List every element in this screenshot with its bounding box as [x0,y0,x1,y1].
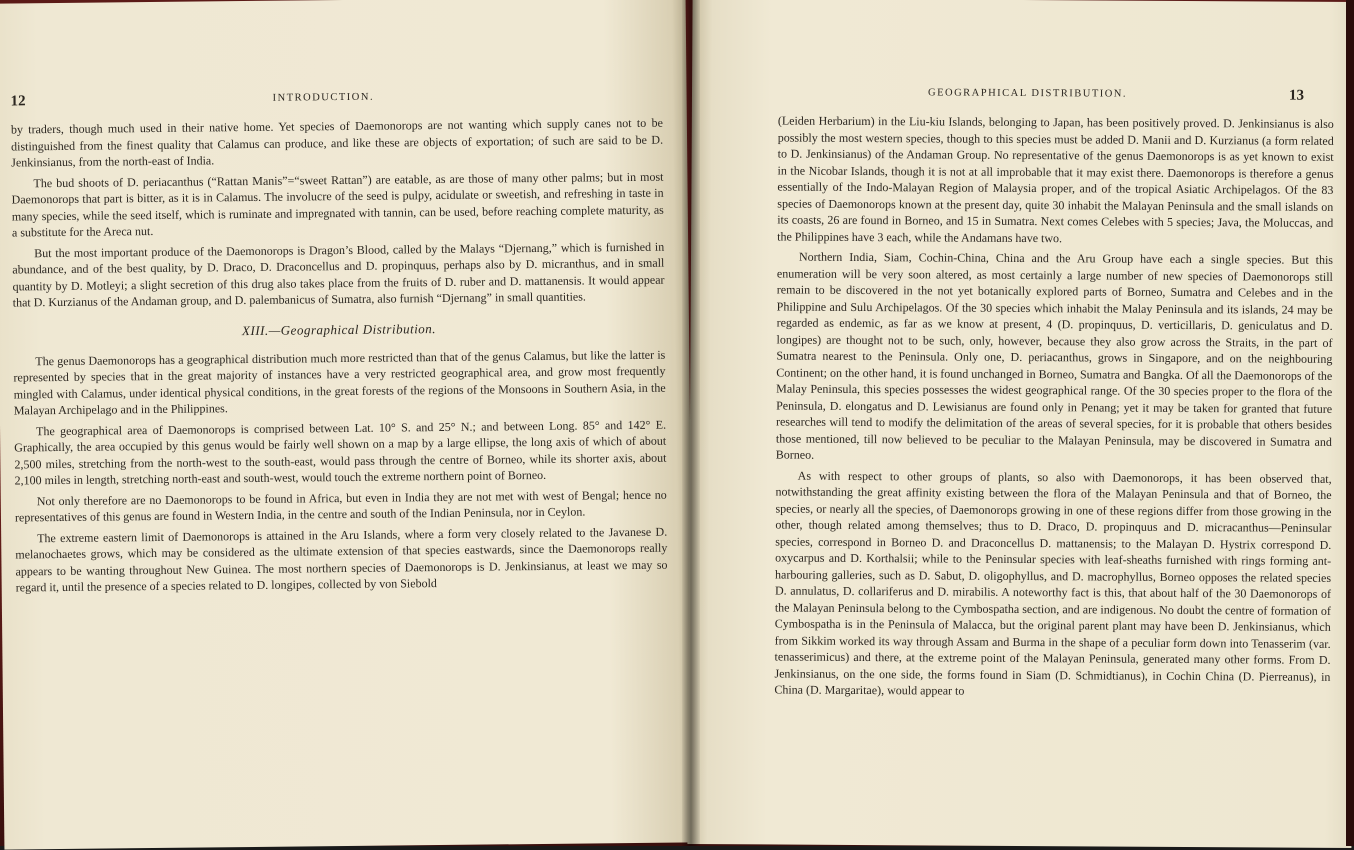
paragraph: (Leiden Herbarium) in the Liu-kiu Islands, belonging to Japan, has been positively proved. D. Jenkinsianus is also possibly the most western species, though to this species must be added D. Manii and D. Kurzianus (a form related to D. Jenkinsianus) of the Andaman Group. No representative of the genus Daemonorops is as yet known to exist in the Nicobar Islands, though it is not at all improbable that it may exist there. Daemonorops is therefore a genus essentially of the Indo-Malayan Region of Malaysia proper, and of the tropical Asiatic Archipelagos. Of the 83 species of Daemonorops known at the present day, quite 30 inhabit the Malayan Peninsula and the small islands on its coasts, 26 are found in Borneo, and 15 in Sumatra. Next comes Celebes with 5 species; Java, the Moluccas, and the Philippines have 3 each, while the Andamans have two. [777,113,1334,245]
paragraph: by traders, though much used in their native home. Yet species of Daemonorops are not wanting which supply canes not to be distinguished from the finest quality that Calamus can produce, and like these are objects of exportation; of such are said to be D. Jenkinsianus, from the north-east of India. [10,115,664,170]
book-edge [1346,0,1354,846]
paragraph: The bud shoots of D. periacanthus (“Rattan Manis”=“sweet Rattan”) are eatable, as are those of many other palms; but in most Daemonorops that part is bitter, as it is in Calamus. The involucre of the seed is pulpy, acidulate or sweetish, and refreshing in taste in many species, while the seed itself, which is ruminate and impregnated with tannin, can be used, before reaching complete maturity, as a substitute for the Areca nut. [11,169,664,240]
paragraph: The geographical area of Daemonorops is comprised between Lat. 10° S. and 25° N.; and between Long. 85° and 142° E. Graphically, the area occupied by this genus would be fairly well shown on a map by a large ellipse, the long axis of which of about 2,500 miles, stretching from the north-west to the south-east, would pass through the centre of Borneo, while its shorter axis, about 2,100 miles in length, stretching north-east and south-west, would touch the extreme northern point of Borneo. [14,417,667,488]
right-page-header [778,83,1334,108]
paragraph: As with respect to other groups of plants, so also with Daemonorops, it has been observed that, notwithstanding the great affinity existing between the flora of the Malayan Peninsula and that of Borneo, the species, or nearly all the species, of Daemonorops growing in one of these regions differ from those growing in the other, though related among themselves; thus to D. Draco, D. propinquus and D. micracanthus—Peninsular species, correspond in Borneo D. and Draconcellus D. mattanensis; to the Malayan D. Hystrix correspond D. oxycarpus and D. Korthalsii; while to the Peninsular species with leaf-sheaths furnished with rings forming ant-harbouring galleries, such as D. Sabut, D. oligophyllus, and D. macrophyllus, Borneo opposes the related species D. annulatus, D. collariferus and D. mirabilis. A noteworthy fact is this, that about half of the 30 Daemonorops of the Malayan Peninsula belong to the Cymbospatha section, and are indigenous. No doubt the centre of formation of Cymbospatha is in the Peninsula of Malacca, but the original parent plant may have been D. Jenkinsianus, which from Sikkim worked its way through Assam and Burma in the shape of a peculiar form down into Tenasserim (var. tenasserimicus) and there, at the extreme point of the Malayan Peninsula, generated many other forms. From D. Jenkinsianus, on the one side, the forms found in Siam (D. Schmidtianus), in Cochin China (D. Pierreanus), in China (D. Margaritae), would appear to [774,468,1332,698]
right-page [687,0,1354,848]
running-title: GEOGRAPHICAL DISTRIBUTION. [927,87,1128,100]
paragraph: Not only therefore are no Daemonorops to be found in Africa, but even in India they are not met with west of Bengal; hence no representatives of this genus are found in Western India, in the centre and south of the Indian Peninsula, nor in Ceylon. [14,487,667,525]
paragraph: The extreme eastern limit of Daemonorops is attained in the Aru Islands, where a form very closely related to the Javanese D. melanochaetes grows, which may be considered as the ultimate extension of that species eastwards, since the Daemonorops really appears to be wanting throughout New Guinea. The most northern species of Daemonorops is D. Jenkinsianus, at least we may so regard it, until the presence of a species related to D. longipes, collected by von Siebold [15,524,668,595]
book-gutter [682,0,700,846]
paragraph: Northern India, Siam, Cochin-China, China and the Aru Group have each a single species. But this enumeration will be very soon altered, as most certainly a large number of new species of Daemonorops still remain to be discovered in the not yet botanically explored parts of Borneo, Sumatra and Celebes and in the Philippine and Sulu Archipelagos. Of the 30 species which inhabit the Malay Peninsula and its islands, 24 may be regarded as endemic, as far as we know at present, 4 (D. propinquus, D. verticillaris, D. geniculatus and D. longipes) are thought not to be such, only, however, because they also grow across the Straits, in the part of Sumatra nearest to the Peninsula. Only one, D. periacanthus, grows in Singapore, and on the neighbouring Continent; on the other hand, it is found unchanged in Borneo, Sumatra and Bangka. Of all the Daemonorops of the Malay Peninsula, this species possesses the widest geographical range. Of the 30 species proper to the flora of the Peninsula, D. elongatus and D. Lewisianus are found only in Penang; yet it may be taken for granted that future researches will tend to modify the delimitation of the areas of several species, for it is probable that others besides those mentioned, till now believed to be peculiar to the Malayan Peninsula, may be discovered in Sumatra and Borneo. [775,249,1334,462]
left-page-header [11,85,663,114]
page-number: 13 [1288,87,1305,104]
paragraph: But the most important produce of the Daemonorops is Dragon’s Blood, called by the Malays “Djernang,” which is furnished in abundance, and of the best quality, by D. Draco, D. Draconcellus and D. propinquus, perhaps also by D. micranthus, and in small quantity by D. Motleyi; a slight secretion of this drug also takes place from the fruits of D. ruber and D. mattanensis. It would appear that D. Kurzianus of the Andaman group, and D. palembanicus of Sumatra, also furnish “Djernang” in small quantities. [12,239,665,310]
page-number: 12 [10,93,26,110]
paragraph: The genus Daemonorops has a geographical distribution much more restricted than that of the genus Calamus, but like the latter is represented by species that in the great majority of instances have a very restricted geographical area, and grow most frequently mingled with Calamus, under identical physical conditions, in the great forests of the regions of the Monsoons in Southern Asia, in the Malayan Archipelago and in the Philippines. [13,347,666,418]
running-title: INTRODUCTION. [272,91,375,104]
section-heading: XIII.—Geographical Distribution. [241,320,437,338]
